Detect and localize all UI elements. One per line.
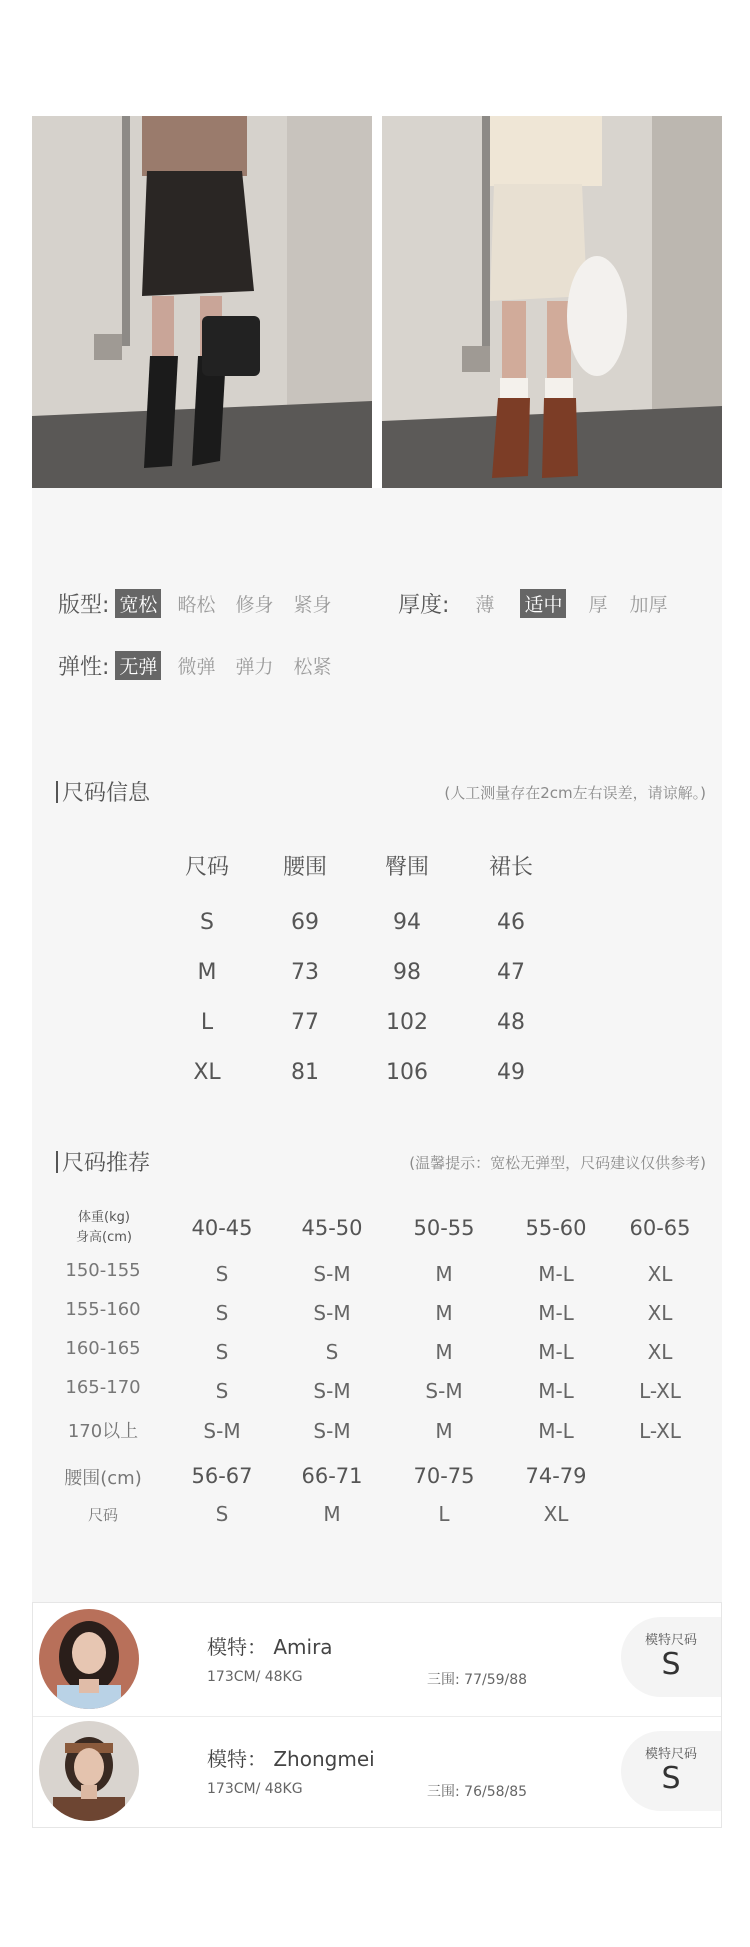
model-height-weight: 173CM/ 48KG — [207, 1669, 303, 1685]
size-recommend-cell: XL — [647, 1301, 673, 1325]
size-info-cell: 102 — [386, 1010, 428, 1035]
size-info-cell: L — [200, 1010, 214, 1035]
size-info-cell: 94 — [393, 910, 421, 935]
waist-size-value: XL — [543, 1502, 569, 1526]
size-info-cell: 49 — [497, 1060, 525, 1085]
size-recommend-cell: S-M — [313, 1262, 351, 1286]
size-recommend-title-text: 尺码推荐 — [62, 1151, 151, 1176]
size-info-title-text: 尺码信息 — [62, 781, 151, 806]
size-info-cell: 106 — [386, 1060, 428, 1085]
size-recommend-cell: M-L — [538, 1379, 574, 1403]
weight-header: 40-45 — [191, 1216, 253, 1240]
size-info-cell: 77 — [291, 1010, 319, 1035]
size-info-cell: 47 — [497, 960, 525, 985]
elasticity-attribute-row — [58, 648, 347, 682]
size-recommend-cell: M — [435, 1301, 453, 1325]
size-info-cell: 73 — [291, 960, 319, 985]
size-recommend-cell: M-L — [538, 1340, 574, 1364]
model-size-value: S — [661, 1647, 681, 1682]
size-recommend-cell: S — [325, 1340, 339, 1364]
size-recommend-cell: S — [215, 1301, 229, 1325]
size-info-cell: XL — [193, 1060, 221, 1085]
model-name: 模特： Zhongmei — [207, 1747, 375, 1771]
size-info-note: (人工测量存在2cm左右误差，请谅解。) — [444, 784, 706, 802]
fit-option-loose: 宽松 — [115, 589, 161, 618]
size-recommend-cell: S-M — [313, 1419, 351, 1443]
size-recommend-cell: M — [435, 1262, 453, 1286]
model-photo-black-skirt — [32, 116, 372, 488]
size-info-cell: 46 — [497, 910, 525, 935]
weight-axis-label: 体重(kg) — [78, 1210, 130, 1225]
model-size-badge — [621, 1731, 721, 1811]
size-info-header: 腰围 — [282, 855, 327, 880]
waist-value: 66-71 — [301, 1464, 363, 1488]
height-row-label: 155-160 — [65, 1299, 141, 1320]
size-recommend-cell: S-M — [203, 1419, 241, 1443]
size-recommend-note: (温馨提示：宽松无弹型，尺码建议仅供参考) — [409, 1154, 706, 1172]
title-bar — [56, 1151, 58, 1173]
size-info-cell: 48 — [497, 1010, 525, 1035]
size-info-cell: 81 — [291, 1060, 319, 1085]
model-measurements: 三围: 77/59/88 — [427, 1672, 528, 1688]
size-info-cell: 98 — [393, 960, 421, 985]
size-info-header: 尺码 — [184, 855, 229, 880]
waist-size-value: S — [215, 1502, 229, 1526]
model-size-label: 模特尺码 — [644, 1633, 697, 1648]
waist-value: 74-79 — [525, 1464, 587, 1488]
fit-option-tight: 紧身 — [293, 593, 332, 616]
waist-size-value: L — [438, 1502, 450, 1526]
size-recommend-cell: L-XL — [639, 1419, 681, 1443]
model-avatar — [39, 1721, 139, 1821]
model-height-weight: 173CM/ 48KG — [207, 1781, 303, 1797]
weight-header: 55-60 — [525, 1216, 587, 1240]
weight-header: 45-50 — [301, 1216, 363, 1240]
size-recommend-cell: M-L — [538, 1262, 574, 1286]
model-name: 模特： Amira — [207, 1635, 333, 1659]
weight-header: 50-55 — [413, 1216, 475, 1240]
size-recommend-cell: S-M — [313, 1301, 351, 1325]
height-row-label: 165-170 — [65, 1377, 141, 1398]
elasticity-option-slight: 微弹 — [177, 655, 216, 678]
size-recommend-cell: M-L — [538, 1301, 574, 1325]
divider — [33, 1716, 721, 1717]
fit-option-slightly-loose: 略松 — [177, 593, 216, 616]
title-bar — [56, 781, 58, 803]
size-row-label: 尺码 — [87, 1506, 118, 1524]
size-recommend-cell: XL — [647, 1262, 673, 1286]
size-recommend-cell: S — [215, 1262, 229, 1286]
model-measurements: 三围: 76/58/85 — [427, 1784, 528, 1800]
model-size-value: S — [661, 1761, 681, 1796]
elasticity-label: 弹性: — [58, 654, 110, 680]
thickness-option-extra-thick: 加厚 — [629, 593, 668, 616]
size-info-cell: 69 — [291, 910, 319, 935]
size-recommend-cell: XL — [647, 1340, 673, 1364]
size-recommend-cell: S-M — [425, 1379, 463, 1403]
waist-row-label: 腰围(cm) — [64, 1468, 142, 1489]
weight-header: 60-65 — [629, 1216, 691, 1240]
model-size-badge — [621, 1617, 721, 1697]
model-avatar — [39, 1609, 139, 1709]
height-row-label: 170以上 — [67, 1421, 139, 1442]
waist-value: 56-67 — [191, 1464, 253, 1488]
fit-option-slim: 修身 — [235, 593, 274, 616]
thickness-option-thin: 薄 — [475, 593, 495, 616]
height-row-label: 160-165 — [65, 1338, 141, 1359]
thickness-option-medium: 适中 — [520, 589, 566, 618]
size-recommend-cell: S-M — [313, 1379, 351, 1403]
size-info-header: 裙长 — [488, 855, 533, 880]
size-recommend-title — [56, 1146, 150, 1177]
size-recommend-cell: M — [435, 1340, 453, 1364]
height-row-label: 150-155 — [65, 1260, 141, 1281]
size-recommend-cell: S — [215, 1340, 229, 1364]
height-axis-label: 身高(cm) — [76, 1230, 132, 1245]
waist-size-value: M — [323, 1502, 341, 1526]
size-recommend-cell: M-L — [538, 1419, 574, 1443]
elasticity-option-stretch: 弹力 — [235, 655, 274, 678]
thickness-attribute-row — [398, 586, 683, 620]
size-recommend-cell: M — [435, 1419, 453, 1443]
model-photo-cream-skirt — [382, 116, 722, 488]
elasticity-option-elastic: 松紧 — [293, 655, 332, 678]
size-recommend-cell: S — [215, 1379, 229, 1403]
size-info-title — [56, 776, 150, 807]
size-info-header: 臀围 — [384, 855, 429, 880]
thickness-label: 厚度: — [398, 592, 450, 618]
model-info-box — [32, 1602, 722, 1828]
waist-value: 70-75 — [413, 1464, 475, 1488]
size-info-cell: M — [197, 960, 217, 985]
elasticity-option-none: 无弹 — [115, 651, 161, 680]
fit-label: 版型: — [58, 592, 110, 618]
fit-attribute-row — [58, 586, 347, 620]
size-info-cell: S — [200, 910, 214, 935]
thickness-option-thick: 厚 — [588, 593, 608, 616]
model-size-label: 模特尺码 — [644, 1747, 697, 1762]
size-recommend-cell: L-XL — [639, 1379, 681, 1403]
